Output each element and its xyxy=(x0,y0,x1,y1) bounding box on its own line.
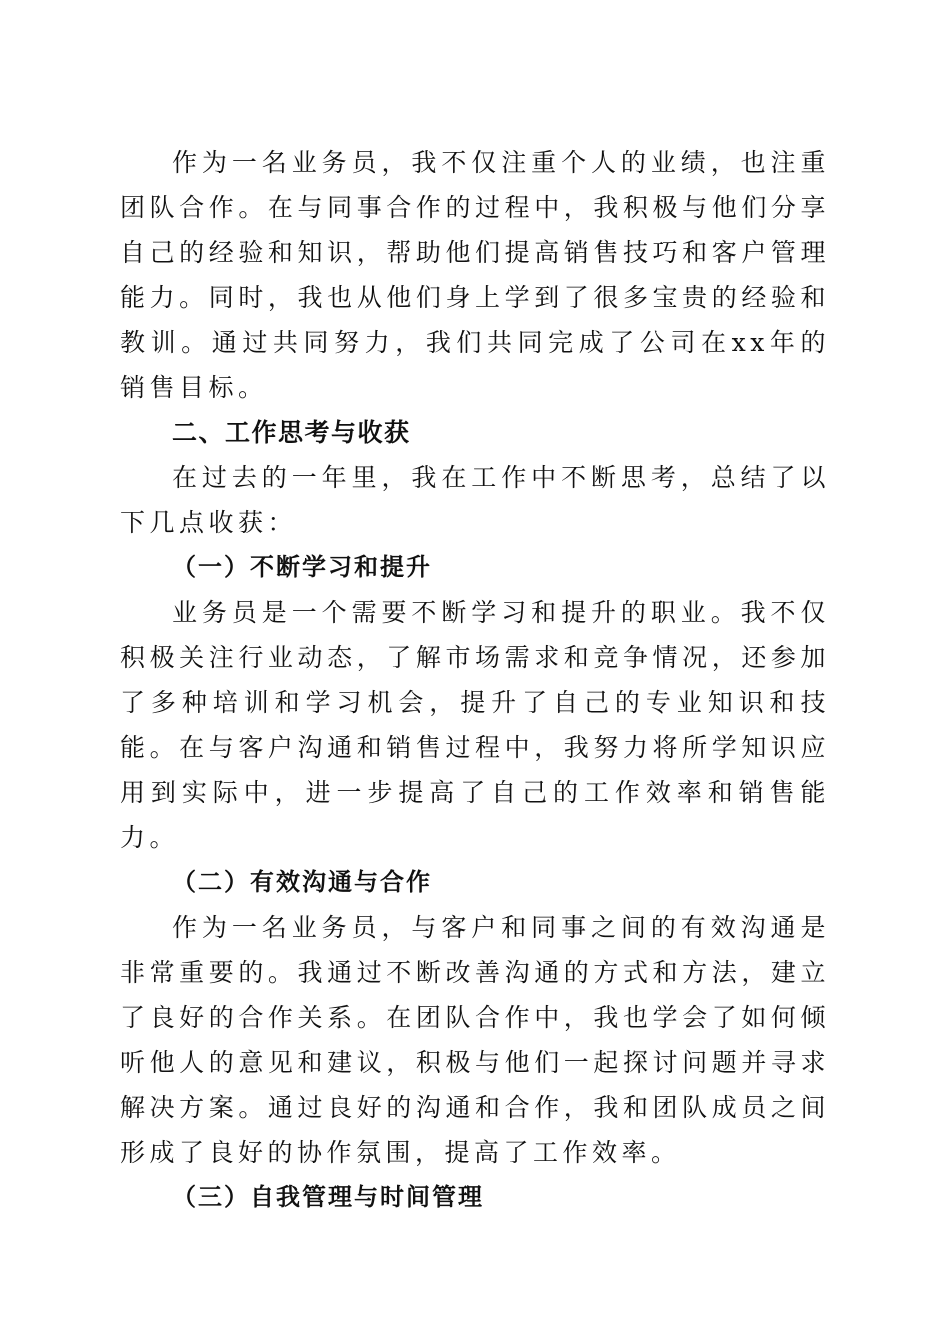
subheading-communication: （二）有效沟通与合作 xyxy=(172,868,432,896)
paragraph-reflection-intro: 在过去的一年里，我在工作中不断思考，总结了以下几点收获： xyxy=(120,463,830,537)
document-body xyxy=(120,140,830,1220)
paragraph-teamwork: 作为一名业务员，我不仅注重个人的业绩，也注重团队合作。在与同事合作的过程中，我积极与他们分享自己的经验和知识，帮助他们提高销售技巧和客户管理能力。同时，我也从他们身上学到了很多宝贵的经验和教训。通过共同努力，我们共同完成了公司在xx年的销售目标。 xyxy=(120,148,830,402)
subheading-self-management: （三）自我管理与时间管理 xyxy=(172,1183,484,1211)
paragraph-communication: 作为一名业务员，与客户和同事之间的有效沟通是非常重要的。我通过不断改善沟通的方式和方法，建立了良好的合作关系。在团队合作中，我也学会了如何倾听他人的意见和建议，积极与他们一起探讨问题并寻求解决方案。通过良好的沟通和合作，我和团队成员之间形成了良好的协作氛围，提高了工作效率。 xyxy=(120,913,830,1167)
section-heading-reflection: 二、工作思考与收获 xyxy=(172,418,411,447)
subheading-learning: （一）不断学习和提升 xyxy=(172,553,432,581)
paragraph-learning: 业务员是一个需要不断学习和提升的职业。我不仅积极关注行业动态，了解市场需求和竞争情况，还参加了多种培训和学习机会，提升了自己的专业知识和技能。在与客户沟通和销售过程中，我努力将所学知识应用到实际中，进一步提高了自己的工作效率和销售能力。 xyxy=(120,598,830,852)
